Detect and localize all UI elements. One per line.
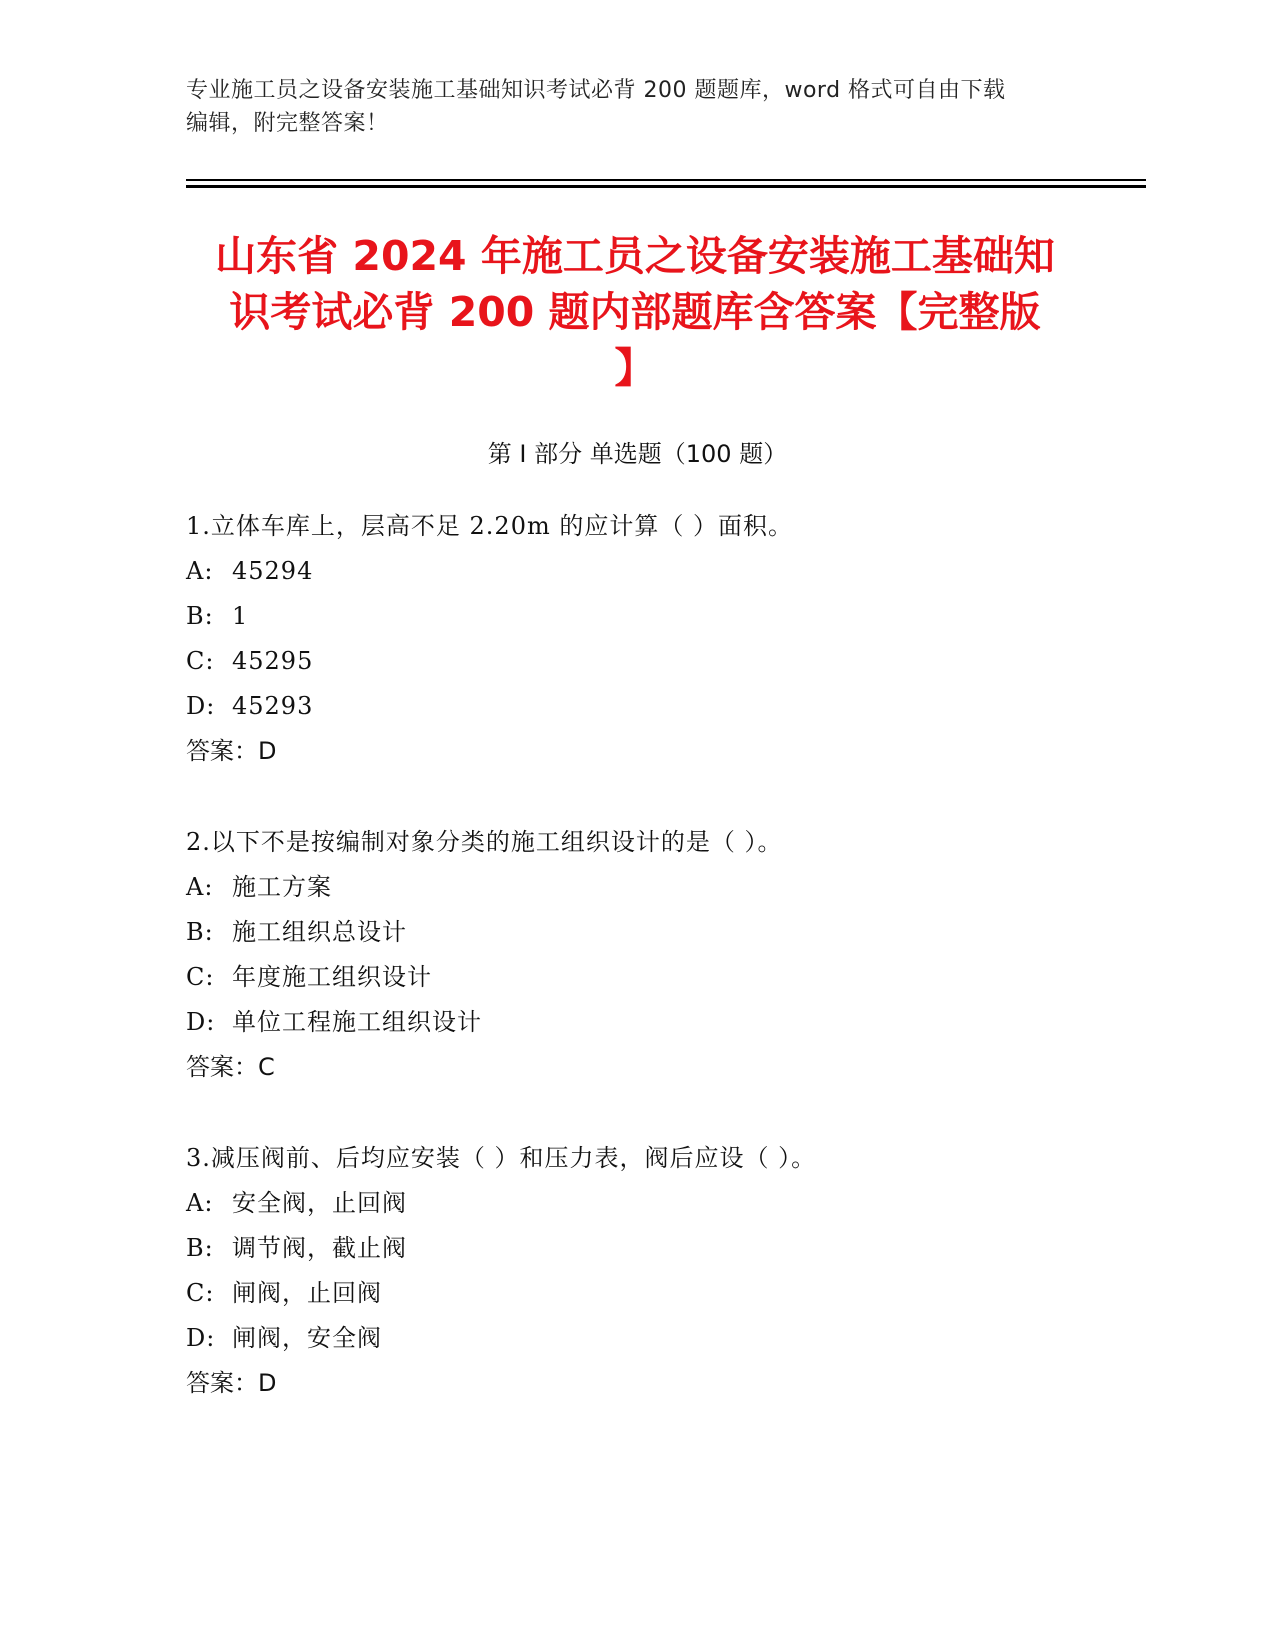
option-key: B: [186, 602, 214, 630]
option-a [186, 865, 1126, 910]
option-text: 45295 [232, 647, 314, 675]
option-d [186, 1316, 1126, 1361]
option-text: 调节阀，截止阀 [232, 1234, 407, 1262]
option-text: 45294 [232, 557, 314, 585]
option-c [186, 955, 1126, 1000]
document-title [170, 228, 1100, 396]
answer: 答案：D [186, 1369, 277, 1397]
question-stem: 3.减压阀前、后均应安装（ ）和压力表，阀后应设（ ）。 [186, 1144, 817, 1172]
option-text: 45293 [232, 692, 314, 720]
title-line-3: 】 [614, 344, 656, 392]
option-key: A: [186, 557, 214, 585]
option-b [186, 910, 1126, 955]
option-key: D: [186, 692, 216, 720]
question-stem: 2.以下不是按编制对象分类的施工组织设计的是（ ）。 [186, 828, 783, 856]
option-text: 1 [232, 602, 249, 630]
option-key: C: [186, 963, 215, 991]
header-note-line-1: 专业施工员之设备安装施工基础知识考试必背 200 题题库，word 格式可自由下载 [186, 78, 1006, 103]
header-note-line-2: 编辑，附完整答案！ [186, 111, 389, 136]
option-key: D: [186, 1008, 216, 1036]
option-text: 单位工程施工组织设计 [232, 1008, 482, 1036]
option-text: 施工方案 [232, 873, 332, 901]
question-2 [186, 820, 1126, 1090]
option-key: B: [186, 918, 214, 946]
option-d [186, 1000, 1126, 1045]
option-a [186, 549, 1126, 594]
answer: 答案：D [186, 737, 277, 765]
header-note [186, 74, 1086, 140]
option-key: C: [186, 1279, 215, 1307]
question-stem: 1.立体车库上，层高不足 2.20m 的应计算（ ）面积。 [186, 512, 793, 540]
option-d [186, 684, 1126, 729]
option-a [186, 1181, 1126, 1226]
option-key: C: [186, 647, 215, 675]
option-b [186, 594, 1126, 639]
title-line-1: 山东省 2024 年施工员之设备安装施工基础知 [215, 232, 1055, 280]
option-text: 年度施工组织设计 [232, 963, 432, 991]
option-text: 闸阀，安全阀 [232, 1324, 382, 1352]
header-divider-thin [186, 179, 1146, 181]
option-c [186, 1271, 1126, 1316]
option-text: 闸阀，止回阀 [232, 1279, 382, 1307]
question-3 [186, 1136, 1126, 1406]
option-b [186, 1226, 1126, 1271]
header-divider-thick [186, 185, 1146, 188]
answer: 答案：C [186, 1053, 275, 1081]
option-key: D: [186, 1324, 216, 1352]
option-key: A: [186, 873, 214, 901]
option-key: A: [186, 1189, 214, 1217]
option-text: 施工组织总设计 [232, 918, 407, 946]
option-key: B: [186, 1234, 214, 1262]
title-line-2: 识考试必背 200 题内部题库含答案【完整版 [229, 288, 1041, 336]
section-title: 第 I 部分 单选题（100 题） [487, 440, 788, 468]
option-text: 安全阀，止回阀 [232, 1189, 407, 1217]
option-c [186, 639, 1126, 684]
question-1 [186, 504, 1126, 774]
